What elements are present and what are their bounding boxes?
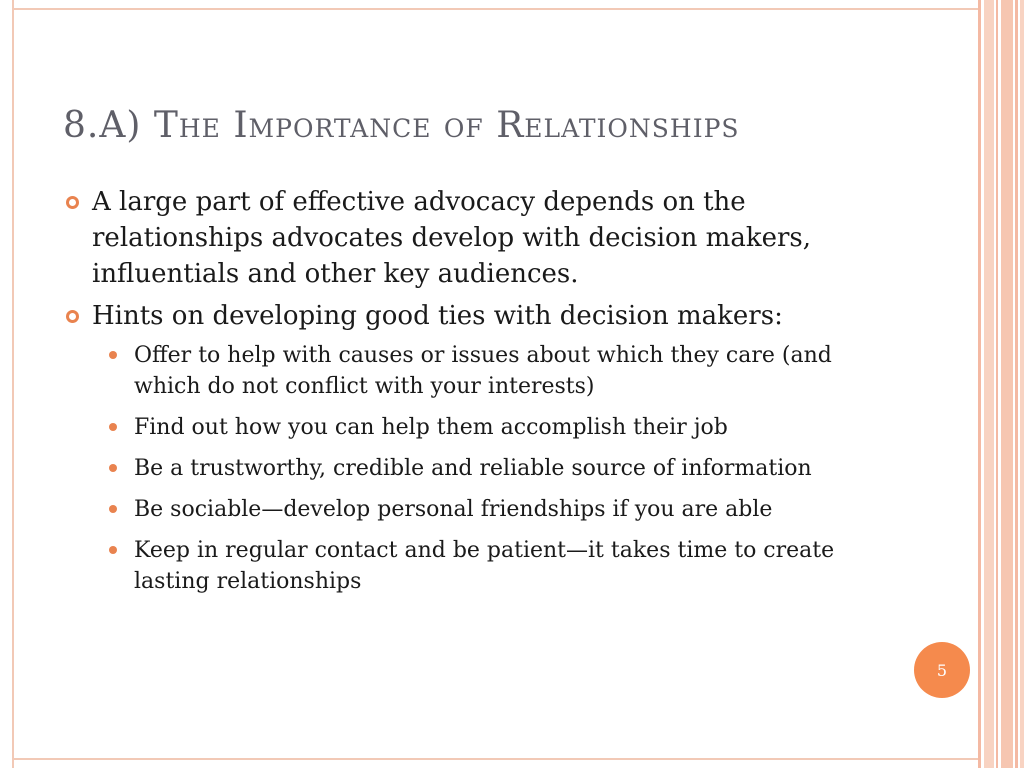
sub-bullet-item <box>64 494 894 525</box>
slide-body <box>64 184 894 607</box>
frame-left-border <box>12 0 14 768</box>
stripe <box>978 0 981 768</box>
dot-bullet-icon <box>109 464 117 472</box>
stripe <box>984 0 994 768</box>
stripe <box>996 0 998 768</box>
sub-bullet-item <box>64 535 894 597</box>
bullet-text: Hints on developing good ties with decision makers: <box>92 301 783 331</box>
slide-title: 8.A) The Importance of Relationships <box>63 105 740 146</box>
dot-bullet-icon <box>109 505 117 513</box>
bullet-item <box>64 298 894 334</box>
slide-number-badge: 5 <box>914 642 970 698</box>
sub-bullet-item <box>64 412 894 443</box>
sub-bullet-text: Find out how you can help them accomplish their job <box>134 415 728 440</box>
dot-bullet-icon <box>109 546 117 554</box>
sub-bullet-item <box>64 340 894 402</box>
stripe <box>1001 0 1013 768</box>
sub-bullet-text: Keep in regular contact and be patient—it takes time to create lasting relationships <box>134 538 835 594</box>
ring-bullet-icon <box>66 196 79 209</box>
sub-bullet-text: Be a trustworthy, credible and reliable source of information <box>134 456 812 481</box>
sub-bullet-list <box>64 340 894 597</box>
sub-bullet-text: Offer to help with causes or issues about which they care (and which do not conflict with your interests) <box>134 343 832 399</box>
frame-bottom-border <box>12 758 980 760</box>
decorative-stripes <box>978 0 1024 768</box>
ring-bullet-icon <box>66 310 79 323</box>
dot-bullet-icon <box>109 351 117 359</box>
sub-bullet-item <box>64 453 894 484</box>
frame-top-border <box>12 8 980 10</box>
dot-bullet-icon <box>109 423 117 431</box>
sub-bullet-text: Be sociable—develop personal friendships if you are able <box>134 497 773 522</box>
stripe <box>1015 0 1018 768</box>
bullet-item <box>64 184 894 292</box>
bullet-text: A large part of effective advocacy depends on the relationships advocates develop with decision makers, influentials and other key audiences. <box>92 187 812 289</box>
stripe <box>1020 0 1024 768</box>
